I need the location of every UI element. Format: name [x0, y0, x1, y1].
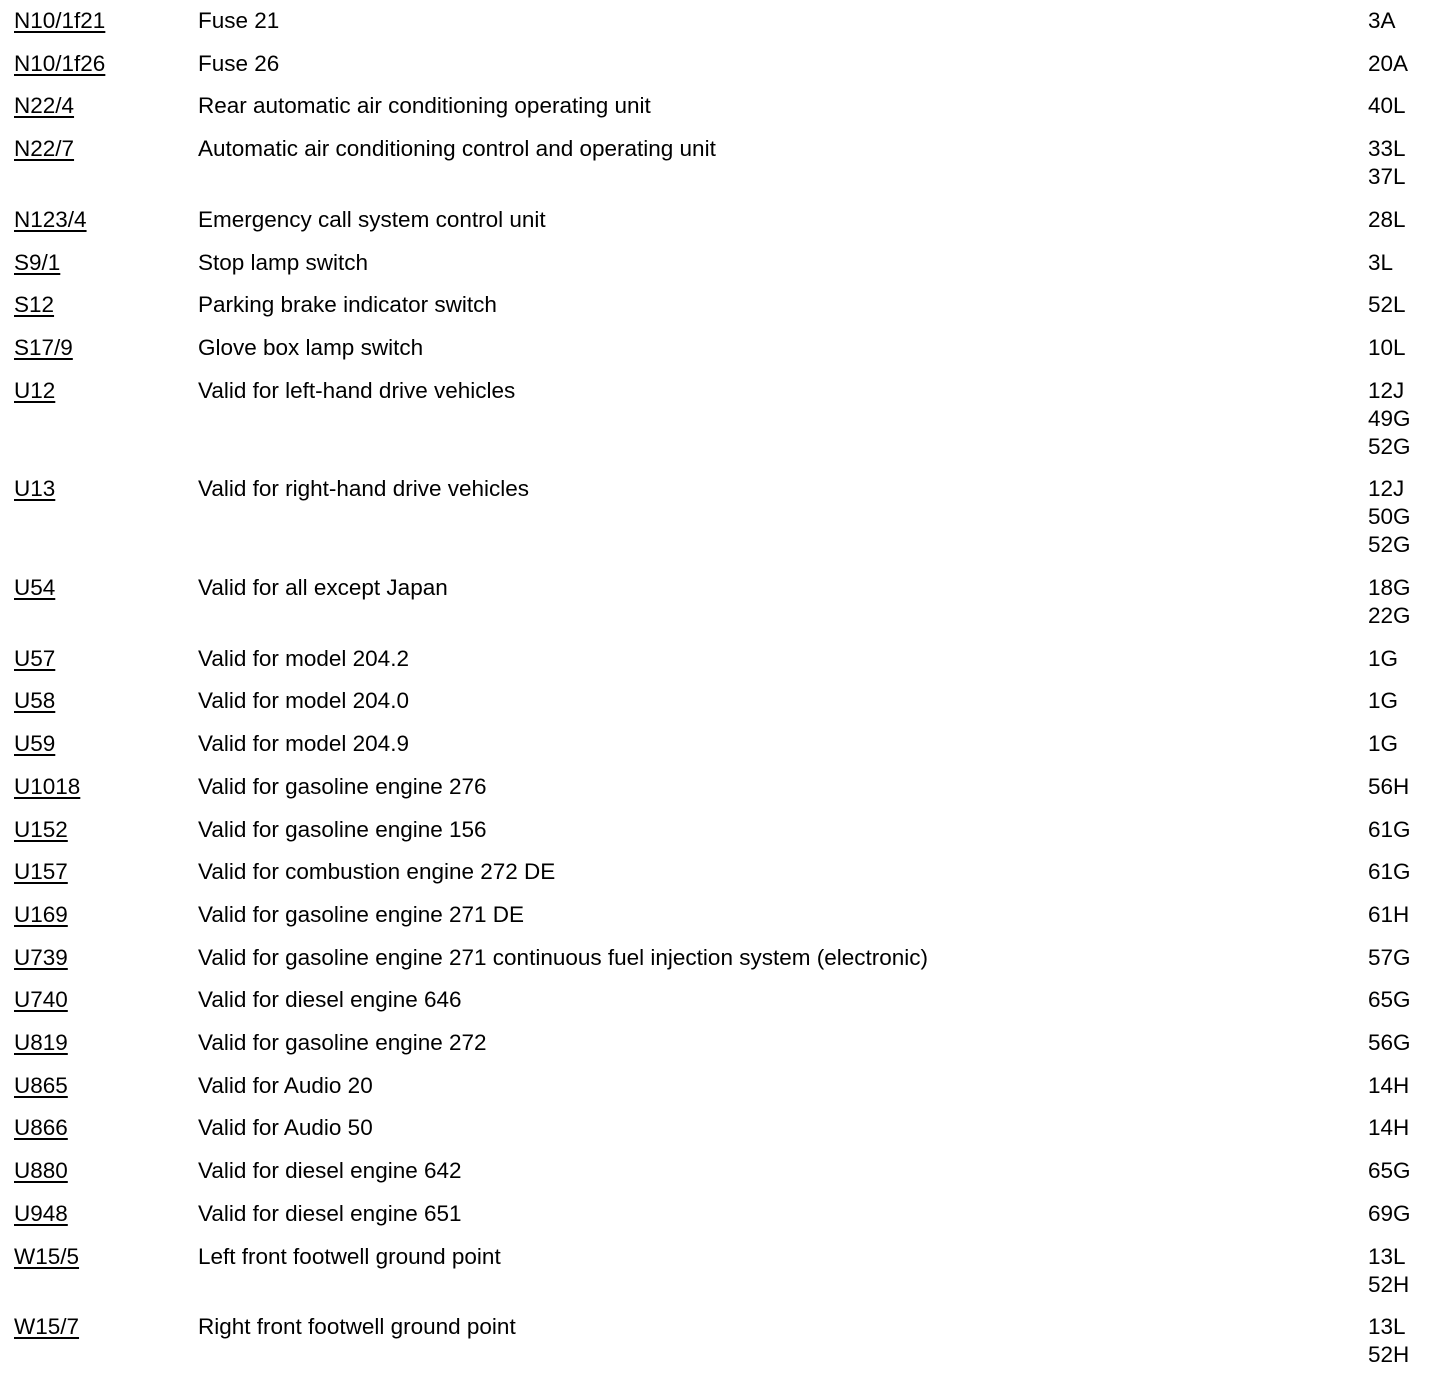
grid-reference: 52G [1368, 433, 1411, 459]
grid-reference-list [1368, 986, 1411, 1014]
grid-reference: 49G [1368, 405, 1411, 431]
component-code-link[interactable]: U740 [14, 987, 68, 1013]
component-description: Emergency call system control unit [198, 206, 546, 232]
component-description: Valid for gasoline engine 271 DE [198, 901, 525, 927]
grid-reference-list [1368, 1114, 1409, 1142]
grid-reference-list [1368, 1157, 1411, 1185]
grid-reference: 1G [1368, 688, 1399, 714]
component-code-link[interactable]: U880 [14, 1158, 68, 1184]
component-code-link[interactable]: N10/1f21 [14, 8, 106, 33]
grid-reference: 52G [1368, 532, 1411, 558]
grid-reference-list [1368, 206, 1406, 234]
grid-reference: 12J [1368, 476, 1405, 502]
grid-reference: 65G [1368, 987, 1411, 1013]
component-code-link[interactable]: W15/7 [14, 1314, 80, 1340]
component-description: Valid for model 204.9 [198, 731, 409, 757]
component-code-link[interactable]: N123/4 [14, 206, 87, 232]
grid-reference: 10L [1368, 334, 1406, 360]
grid-reference: 28L [1368, 206, 1406, 232]
component-description: Stop lamp switch [198, 249, 369, 275]
component-code-link[interactable]: U57 [14, 645, 56, 671]
grid-reference-list [1368, 92, 1406, 120]
component-description: Valid for gasoline engine 271 continuous fuel injection system (electronic) [198, 944, 928, 970]
component-code-link[interactable]: U59 [14, 731, 56, 757]
grid-reference: 61G [1368, 816, 1411, 842]
grid-reference: 13L [1368, 1243, 1406, 1269]
grid-reference-list [1368, 249, 1393, 277]
component-code-link[interactable]: N10/1f26 [14, 50, 106, 76]
component-description: Valid for gasoline engine 272 [198, 1030, 487, 1055]
grid-reference: 40L [1368, 93, 1406, 119]
grid-reference-list [1368, 334, 1406, 362]
grid-reference: 57G [1368, 944, 1411, 970]
grid-reference: 22G [1368, 603, 1411, 628]
component-description: Right front footwell ground point [198, 1314, 516, 1340]
grid-reference: 3L [1368, 249, 1394, 275]
grid-reference: 20A [1368, 50, 1409, 76]
grid-reference: 56H [1368, 773, 1410, 799]
grid-reference-list [1368, 574, 1411, 630]
component-description: Valid for gasoline engine 276 [198, 773, 487, 799]
component-code-link[interactable]: U54 [14, 575, 56, 600]
grid-reference: 1G [1368, 645, 1399, 671]
component-code-link[interactable]: S12 [14, 292, 55, 318]
component-code-link[interactable]: U58 [14, 688, 56, 714]
component-code-link[interactable]: U12 [14, 377, 56, 403]
grid-reference: 14H [1368, 1115, 1410, 1141]
grid-reference-list [1368, 1029, 1411, 1057]
component-code-link[interactable]: U157 [14, 859, 68, 885]
grid-reference: 12J [1368, 377, 1405, 403]
component-description: Glove box lamp switch [198, 334, 424, 360]
grid-reference: 65G [1368, 1158, 1411, 1184]
component-description: Valid for model 204.0 [198, 688, 409, 714]
component-code-link[interactable]: W15/5 [14, 1243, 80, 1269]
grid-reference: 37L [1368, 164, 1406, 190]
component-description: Valid for gasoline engine 156 [198, 816, 487, 842]
component-description: Fuse 26 [198, 50, 280, 76]
grid-reference: 61G [1368, 859, 1411, 885]
grid-reference: 18G [1368, 575, 1411, 600]
grid-reference-list [1368, 291, 1406, 319]
grid-reference: 56G [1368, 1030, 1411, 1055]
component-description: Valid for all except Japan [198, 575, 448, 600]
component-description: Fuse 21 [198, 8, 280, 33]
grid-reference: 52L [1368, 292, 1406, 318]
component-code-link[interactable]: N22/4 [14, 93, 75, 119]
grid-reference: 52H [1368, 1342, 1410, 1368]
component-code-link[interactable]: N22/7 [14, 136, 75, 162]
component-code-link[interactable]: U739 [14, 944, 68, 970]
component-code-link[interactable]: U865 [14, 1072, 68, 1098]
component-description: Valid for left-hand drive vehicles [198, 377, 516, 403]
component-description: Valid for Audio 20 [198, 1072, 373, 1098]
grid-reference: 69G [1368, 1200, 1411, 1226]
grid-reference-list [1368, 1072, 1409, 1100]
grid-reference-list [1368, 50, 1408, 78]
component-description: Valid for model 204.2 [198, 645, 409, 671]
component-code-link[interactable]: S9/1 [14, 249, 61, 275]
grid-reference-list [1368, 135, 1406, 191]
grid-reference-list [1368, 1200, 1411, 1228]
grid-reference: 50G [1368, 504, 1411, 530]
component-code-link[interactable]: U152 [14, 816, 68, 842]
component-description: Rear automatic air conditioning operating unit [198, 93, 651, 119]
grid-reference-list [1368, 816, 1411, 844]
grid-reference-list [1368, 7, 1396, 35]
component-code-link[interactable]: U169 [14, 901, 68, 927]
component-description: Valid for right-hand drive vehicles [198, 476, 529, 502]
grid-reference: 14H [1368, 1072, 1410, 1098]
grid-reference-list [1368, 687, 1398, 715]
component-description: Valid for diesel engine 651 [198, 1200, 462, 1226]
grid-reference-list [1368, 773, 1409, 801]
grid-reference-list [1368, 858, 1411, 886]
component-description: Valid for diesel engine 642 [198, 1158, 462, 1184]
grid-reference: 1G [1368, 731, 1399, 757]
component-description: Valid for Audio 50 [198, 1115, 373, 1141]
grid-reference-list [1368, 645, 1398, 673]
grid-reference-list [1368, 475, 1411, 559]
component-code-link[interactable]: U866 [14, 1115, 68, 1141]
grid-reference-list [1368, 377, 1411, 461]
grid-reference: 52H [1368, 1271, 1410, 1297]
grid-reference-list [1368, 730, 1398, 758]
component-description: Automatic air conditioning control and operating unit [198, 136, 716, 162]
grid-reference: 13L [1368, 1314, 1406, 1340]
grid-reference: 3A [1368, 8, 1396, 33]
component-description: Parking brake indicator switch [198, 292, 497, 318]
component-code-link[interactable]: U13 [14, 476, 56, 502]
component-description: Valid for combustion engine 272 DE [198, 859, 556, 885]
component-code-link[interactable]: U819 [14, 1030, 68, 1055]
grid-reference-list [1368, 1243, 1409, 1299]
grid-reference-list [1368, 944, 1411, 972]
component-description: Valid for diesel engine 646 [198, 987, 462, 1013]
component-code-link[interactable]: U1018 [14, 773, 81, 799]
grid-reference: 33L [1368, 136, 1406, 162]
grid-reference: 61H [1368, 901, 1410, 927]
component-code-link[interactable]: S17/9 [14, 334, 73, 360]
component-description: Left front footwell ground point [198, 1243, 501, 1269]
grid-reference-list [1368, 901, 1409, 929]
component-code-link[interactable]: U948 [14, 1200, 68, 1226]
grid-reference-list [1368, 1313, 1409, 1369]
